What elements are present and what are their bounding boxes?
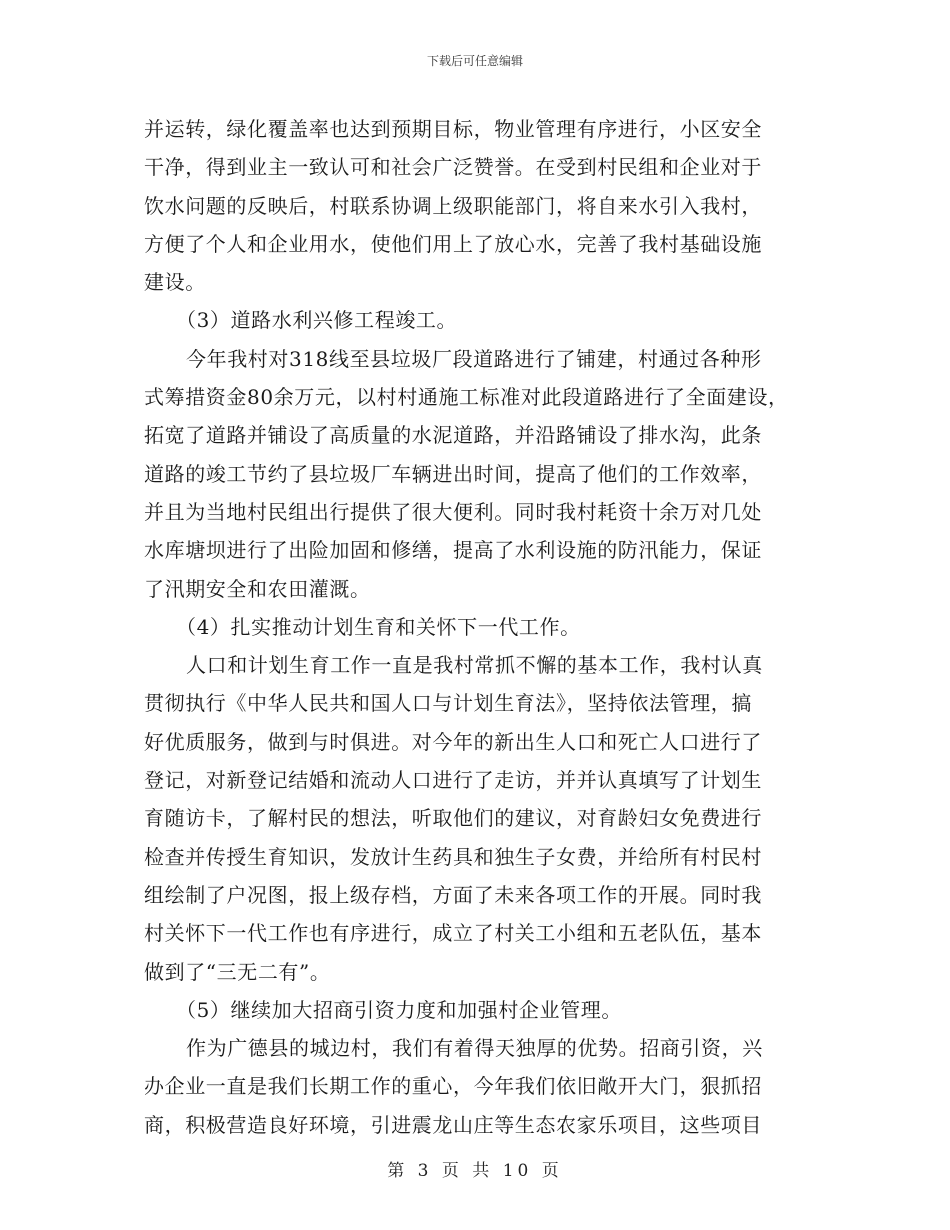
- text-line: 检查并传授生育知识，发放计生药具和独生子女费，并给所有村民村: [144, 844, 762, 869]
- text-line: 道路的竣工节约了县垃圾厂车辆进出时间，提高了他们的工作效率，: [144, 461, 762, 486]
- text-line: 并且为当地村民组出行提供了很大便利。同时我村耗资十余万对几处: [144, 499, 762, 524]
- paragraph: [144, 340, 824, 608]
- text-line: 办企业一直是我们长期工作的重心，今年我们依旧敞开大门，狠抓招: [144, 1074, 762, 1099]
- text-line: 好优质服务，做到与时俱进。对今年的新出生人口和死亡人口进行了: [144, 729, 762, 754]
- text-line: 人口和计划生育工作一直是我村常抓不懈的基本工作，我村认真: [186, 653, 763, 678]
- text-line: （4）扎实推动计划生育和关怀下一代工作。: [176, 614, 581, 639]
- section-heading: [144, 301, 824, 339]
- section-heading: [144, 991, 824, 1029]
- text-line: 了汛期安全和农田灌溉。: [144, 576, 371, 601]
- text-line: 并运转，绿化覆盖率也达到预期目标，物业管理有序进行，小区安全: [144, 117, 762, 141]
- text-line: 作为广德县的城边村，我们有着得天独厚的优势。招商引资，兴: [186, 1036, 763, 1061]
- text-line: 登记，对新登记结婚和流动人口进行了走访，并并认真填写了计划生: [144, 768, 762, 793]
- page-footer: 第 3 页 共 10 页: [387, 1161, 563, 1181]
- section-heading: [144, 608, 824, 646]
- text-line: 拓宽了道路并铺设了高质量的水泥道路，并沿路铺设了排水沟，此条: [144, 423, 762, 448]
- text-line: 育随访卡，了解村民的想法，听取他们的建议，对育龄妇女免费进行: [144, 806, 762, 831]
- paragraph: [144, 110, 824, 301]
- text-line: （5）继续加大招商引资力度和加强村企业管理。: [176, 997, 622, 1022]
- text-line: 商，积极营造良好环境，引进震龙山庄等生态农家乐项目，这些项目: [144, 1112, 762, 1137]
- text-line: （3）道路水利兴修工程竣工。: [176, 308, 458, 333]
- text-line: 做到了“三无二有”。: [144, 959, 331, 984]
- text-line: 水库塘坝进行了出险加固和修缮，提高了水利设施的防汛能力，保证: [144, 538, 762, 563]
- document-body: [144, 110, 824, 1144]
- text-line: 村关怀下一代工作也有序进行，成立了村关工小组和五老队伍，基本: [144, 921, 762, 946]
- text-line: 今年我村对318线至县垃圾厂段道路进行了铺建，村通过各种形: [186, 346, 762, 371]
- text-line: 干净，得到业主一致认可和社会广泛赞誉。在受到村民组和企业对于: [144, 155, 762, 180]
- text-line: 建设。: [144, 270, 206, 295]
- paragraph: [144, 646, 824, 991]
- text-line: 贯彻执行《中华人民共和国人口与计划生育法》，坚持依法管理，搞: [144, 691, 752, 716]
- paragraph: [144, 1029, 824, 1144]
- text-line: 方便了个人和企业用水，使他们用上了放心水，完善了我村基础设施: [144, 231, 762, 256]
- text-line: 饮水问题的反映后，村联系协调上级职能部门，将自来水引入我村，: [144, 193, 762, 218]
- page-header: 下载后可任意编辑: [426, 54, 523, 68]
- text-line: 组绘制了户况图，报上级存档，方面了未来各项工作的开展。同时我: [144, 882, 762, 907]
- text-line: 式筹措资金80余万元，以村村通施工标准对此段道路进行了全面建设，: [144, 385, 789, 410]
